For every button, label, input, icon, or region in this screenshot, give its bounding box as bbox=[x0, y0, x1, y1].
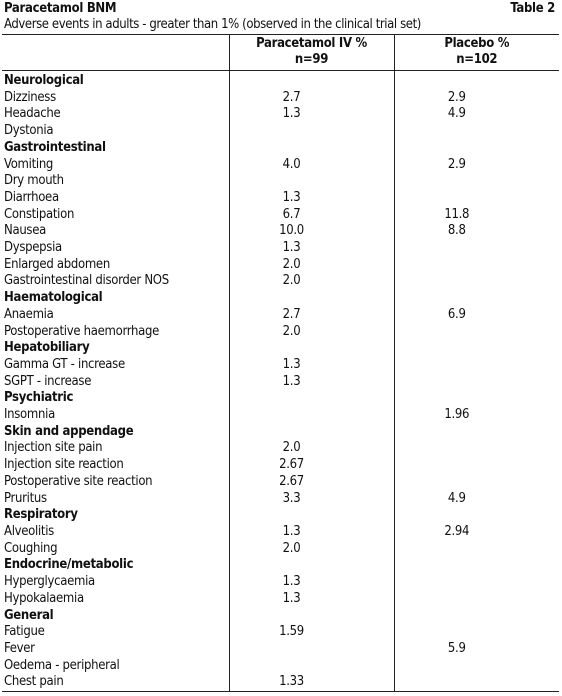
paracetamol-value: 2.0 bbox=[229, 257, 394, 274]
paracetamol-value bbox=[229, 123, 394, 140]
paracetamol-value: 10.0 bbox=[229, 223, 394, 240]
paracetamol-value: 2.0 bbox=[229, 440, 394, 457]
category-label: Skin and appendage bbox=[2, 424, 229, 441]
placebo-value bbox=[394, 440, 559, 457]
event-label: Fatigue bbox=[2, 624, 229, 641]
placebo-value: 5.9 bbox=[447, 640, 466, 656]
document-title: Paracetamol BNM bbox=[4, 1, 117, 16]
event-label: Gamma GT - increase bbox=[2, 357, 229, 374]
paracetamol-value: 1.3 bbox=[229, 591, 394, 608]
title-row bbox=[2, 1, 559, 17]
category-label: Respiratory bbox=[2, 507, 229, 524]
placebo-value: 2.9 bbox=[447, 156, 466, 172]
paracetamol-value: 1.3 bbox=[229, 240, 394, 257]
paracetamol-value bbox=[229, 658, 394, 675]
event-label: Anaemia bbox=[2, 307, 229, 324]
paracetamol-value bbox=[229, 71, 394, 90]
table-row bbox=[2, 90, 559, 107]
event-label: Hypokalaemia bbox=[2, 591, 229, 608]
category-row bbox=[2, 557, 559, 574]
table-row bbox=[2, 574, 559, 591]
event-label: Headache bbox=[2, 106, 229, 123]
document bbox=[2, 1, 559, 692]
header-placebo-n: n=102 bbox=[456, 52, 498, 67]
table-row bbox=[2, 457, 559, 474]
event-label: Injection site reaction bbox=[2, 457, 229, 474]
table-row bbox=[2, 541, 559, 558]
header-paracetamol bbox=[229, 35, 394, 71]
table-row bbox=[2, 123, 559, 140]
table-row bbox=[2, 324, 559, 341]
paracetamol-value: 2.0 bbox=[229, 324, 394, 341]
category-label: General bbox=[2, 608, 229, 625]
table-row bbox=[2, 474, 559, 491]
placebo-value bbox=[394, 474, 559, 491]
category-row bbox=[2, 71, 559, 90]
placebo-value bbox=[394, 674, 559, 691]
table-row bbox=[2, 374, 559, 391]
table-row bbox=[2, 157, 559, 174]
table-row bbox=[2, 223, 559, 240]
table-row bbox=[2, 240, 559, 257]
placebo-value bbox=[394, 290, 559, 307]
placebo-value: 8.8 bbox=[447, 223, 466, 239]
paracetamol-value: 2.7 bbox=[229, 307, 394, 324]
event-label: Nausea bbox=[2, 223, 229, 240]
event-label: Gastrointestinal disorder NOS bbox=[2, 273, 229, 290]
event-label: Postoperative haemorrhage bbox=[2, 324, 229, 341]
event-label: Insomnia bbox=[2, 407, 229, 424]
placebo-value: 11.8 bbox=[444, 206, 470, 222]
event-label: Postoperative site reaction bbox=[2, 474, 229, 491]
paracetamol-value bbox=[229, 557, 394, 574]
paracetamol-value: 1.3 bbox=[229, 374, 394, 391]
paracetamol-value bbox=[229, 641, 394, 658]
placebo-value bbox=[394, 273, 559, 290]
placebo-value bbox=[394, 173, 559, 190]
table-row bbox=[2, 357, 559, 374]
event-label: Dizziness bbox=[2, 90, 229, 107]
placebo-value bbox=[394, 658, 559, 675]
placebo-value: 4.9 bbox=[447, 490, 466, 506]
category-row bbox=[2, 290, 559, 307]
table-row bbox=[2, 106, 559, 123]
placebo-value bbox=[394, 357, 559, 374]
paracetamol-value: 6.7 bbox=[229, 207, 394, 224]
table-row bbox=[2, 173, 559, 190]
placebo-value bbox=[394, 190, 559, 207]
category-label: Endocrine/metabolic bbox=[2, 557, 229, 574]
placebo-value bbox=[394, 624, 559, 641]
paracetamol-value bbox=[229, 173, 394, 190]
table-row bbox=[2, 257, 559, 274]
placebo-value bbox=[394, 507, 559, 524]
category-row bbox=[2, 340, 559, 357]
paracetamol-value: 2.7 bbox=[229, 90, 394, 107]
placebo-value bbox=[394, 541, 559, 558]
event-label: Enlarged abdomen bbox=[2, 257, 229, 274]
adverse-events-table bbox=[2, 34, 559, 692]
placebo-value: 2.9 bbox=[447, 89, 466, 105]
placebo-value bbox=[394, 457, 559, 474]
category-label: Gastrointestinal bbox=[2, 140, 229, 157]
placebo-value bbox=[394, 123, 559, 140]
paracetamol-value bbox=[229, 290, 394, 307]
header-placebo-label: Placebo % bbox=[444, 36, 510, 51]
placebo-value: 1.96 bbox=[444, 407, 470, 423]
event-label: Dyspepsia bbox=[2, 240, 229, 257]
category-row bbox=[2, 424, 559, 441]
paracetamol-value: 2.0 bbox=[229, 273, 394, 290]
event-label: Injection site pain bbox=[2, 440, 229, 457]
paracetamol-value bbox=[229, 140, 394, 157]
placebo-value bbox=[394, 140, 559, 157]
paracetamol-value: 1.3 bbox=[229, 357, 394, 374]
paracetamol-value bbox=[229, 608, 394, 625]
paracetamol-value bbox=[229, 407, 394, 424]
category-label: Hepatobiliary bbox=[2, 340, 229, 357]
table-row bbox=[2, 207, 559, 224]
event-label: Dry mouth bbox=[2, 173, 229, 190]
paracetamol-value: 2.67 bbox=[229, 457, 394, 474]
paracetamol-value: 1.59 bbox=[229, 624, 394, 641]
placebo-value bbox=[394, 374, 559, 391]
table-subtitle: Adverse events in adults - greater than 1% (observed in the clinical trial set) bbox=[4, 17, 421, 32]
header-placebo bbox=[394, 35, 559, 71]
table-row bbox=[2, 524, 559, 541]
event-label: SGPT - increase bbox=[2, 374, 229, 391]
placebo-value bbox=[394, 574, 559, 591]
paracetamol-value bbox=[229, 424, 394, 441]
category-label: Haematological bbox=[2, 290, 229, 307]
table-row bbox=[2, 440, 559, 457]
event-label: Coughing bbox=[2, 541, 229, 558]
event-label: Alveolitis bbox=[2, 524, 229, 541]
category-row bbox=[2, 140, 559, 157]
placebo-value bbox=[394, 608, 559, 625]
paracetamol-value: 1.3 bbox=[229, 106, 394, 123]
placebo-value bbox=[394, 240, 559, 257]
paracetamol-value: 2.0 bbox=[229, 541, 394, 558]
category-label: Neurological bbox=[2, 71, 229, 90]
placebo-value bbox=[394, 557, 559, 574]
category-row bbox=[2, 507, 559, 524]
placebo-value bbox=[394, 257, 559, 274]
paracetamol-value: 1.3 bbox=[229, 524, 394, 541]
paracetamol-value bbox=[229, 507, 394, 524]
placebo-value bbox=[394, 591, 559, 608]
table-row bbox=[2, 624, 559, 641]
event-label: Constipation bbox=[2, 207, 229, 224]
event-label: Oedema - peripheral bbox=[2, 658, 229, 675]
paracetamol-value bbox=[229, 340, 394, 357]
event-label: Fever bbox=[2, 641, 229, 658]
table-row bbox=[2, 674, 559, 691]
placebo-value bbox=[394, 390, 559, 407]
placebo-value: 6.9 bbox=[447, 306, 466, 322]
paracetamol-value: 3.3 bbox=[229, 491, 394, 508]
event-label: Chest pain bbox=[2, 674, 229, 691]
paracetamol-value: 1.3 bbox=[229, 190, 394, 207]
placebo-value bbox=[394, 340, 559, 357]
table-row bbox=[2, 190, 559, 207]
event-label: Vomiting bbox=[2, 157, 229, 174]
placebo-value: 4.9 bbox=[447, 106, 466, 122]
table-row bbox=[2, 307, 559, 324]
paracetamol-value: 4.0 bbox=[229, 157, 394, 174]
category-label: Psychiatric bbox=[2, 390, 229, 407]
category-row bbox=[2, 390, 559, 407]
event-label: Pruritus bbox=[2, 491, 229, 508]
event-label: Dystonia bbox=[2, 123, 229, 140]
placebo-value: 2.94 bbox=[444, 523, 470, 539]
table-row bbox=[2, 658, 559, 675]
header-paracetamol-label: Paracetamol IV % bbox=[256, 36, 367, 51]
table-row bbox=[2, 491, 559, 508]
table-row bbox=[2, 641, 559, 658]
header-blank bbox=[2, 35, 229, 71]
placebo-value bbox=[394, 71, 559, 90]
paracetamol-value: 2.67 bbox=[229, 474, 394, 491]
table-row bbox=[2, 273, 559, 290]
table-body bbox=[2, 71, 559, 692]
event-label: Diarrhoea bbox=[2, 190, 229, 207]
table-label: Table 2 bbox=[510, 1, 555, 16]
paracetamol-value: 1.3 bbox=[229, 574, 394, 591]
paracetamol-value bbox=[229, 390, 394, 407]
paracetamol-value: 1.33 bbox=[229, 674, 394, 691]
table-row bbox=[2, 591, 559, 608]
table-row bbox=[2, 407, 559, 424]
table-header bbox=[2, 35, 559, 71]
placebo-value bbox=[394, 424, 559, 441]
category-row bbox=[2, 608, 559, 625]
placebo-value bbox=[394, 324, 559, 341]
event-label: Hyperglycaemia bbox=[2, 574, 229, 591]
header-paracetamol-n: n=99 bbox=[294, 52, 329, 67]
